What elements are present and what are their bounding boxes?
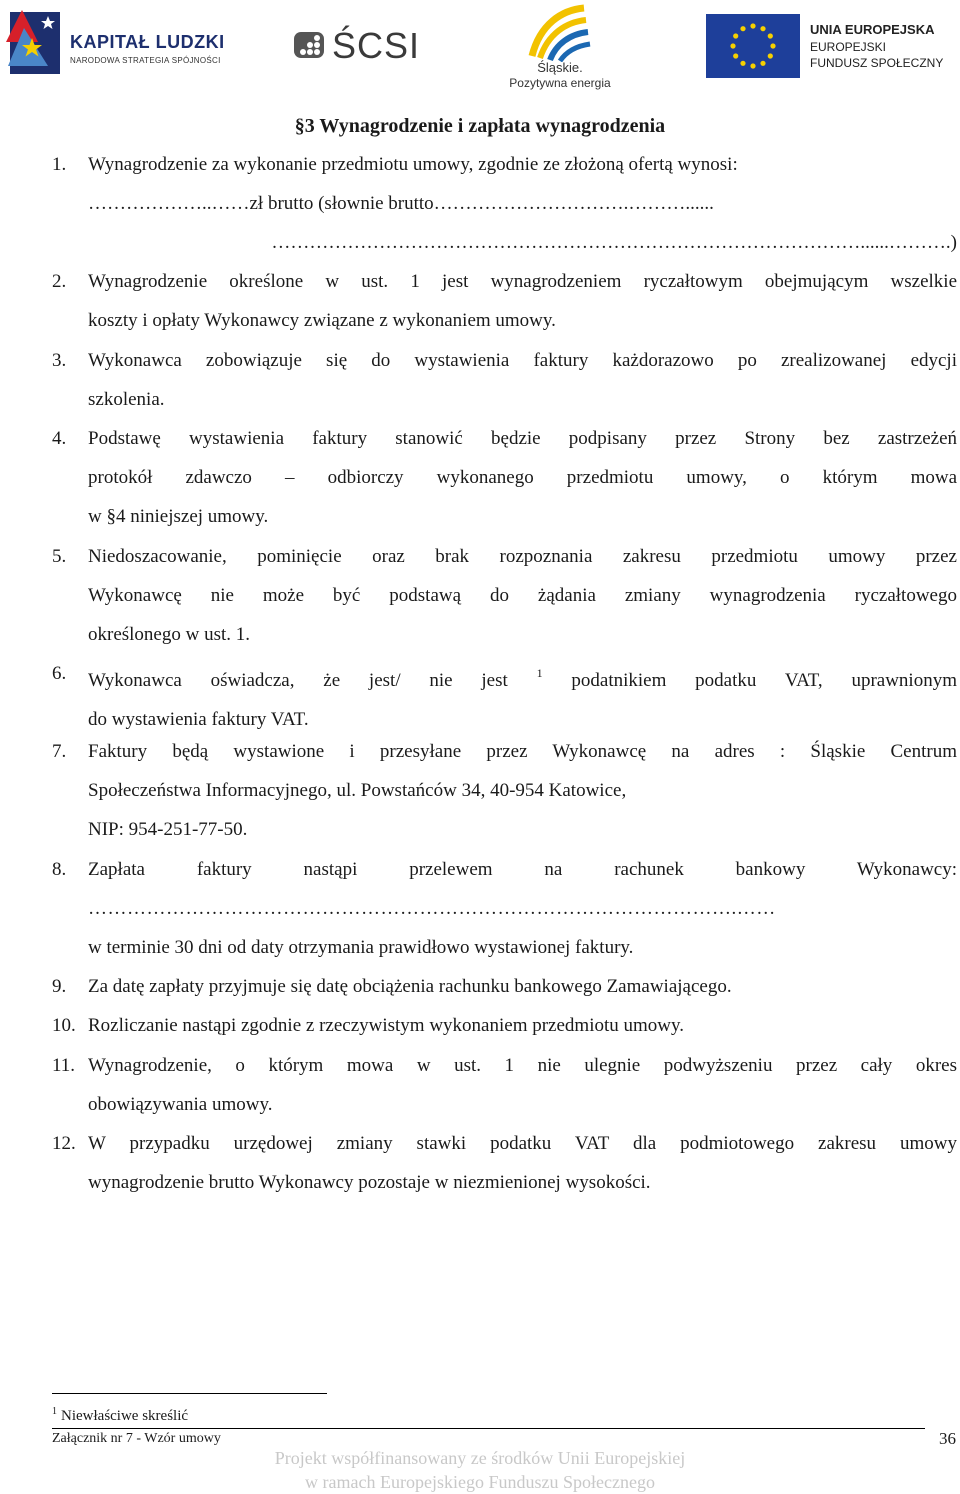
item-number: 8. [52, 859, 67, 880]
item-line: do wystawienia faktury VAT. [88, 709, 309, 730]
item-number: 5. [52, 546, 67, 567]
item-line: NIP: 954-251-77-50. [88, 819, 248, 840]
kapital-ludzki-title: KAPITAŁ LUDZKI [70, 32, 225, 52]
item-number: 6. [52, 663, 67, 684]
section-title: §3 Wynagrodzenie i zapłata wynagrodzenia [294, 115, 666, 137]
footer-attachment-label: Załącznik nr 7 - Wzór umowy [52, 1431, 221, 1446]
footer-line-2: w ramach Europejskiego Funduszu Społecznego [305, 1472, 655, 1492]
item-line: protokół zdawczo – odbiorczy wykonanego przedmiotu umowy, o którym mowa [88, 467, 957, 488]
item-number: 1. [52, 154, 67, 175]
item-line: W przypadku urzędowej zmiany stawki podatku VAT dla podmiotowego zakresu umowy [88, 1133, 957, 1154]
eu-flag-icon [706, 14, 800, 78]
account-placeholder-line: ……………………………………………………………………………………….…… [88, 898, 776, 919]
kapital-ludzki-logo [4, 8, 239, 78]
item-text [88, 419, 957, 536]
item-text [88, 654, 957, 739]
item-number: 2. [52, 271, 67, 292]
kapital-ludzki-subtitle: NARODOWA STRATEGIA SPÓJNOŚCI [70, 56, 221, 65]
item-line: Rozliczanie nastąpi zgodnie z rzeczywistym wykonaniem przedmiotu umowy. [88, 1015, 685, 1036]
kapital-ludzki-emblem-icon [4, 8, 64, 76]
item-line: Faktury będą wystawione i przesyłane przez Wykonawcę na adres : Śląskie Centrum [88, 741, 957, 762]
item-number: 11. [52, 1055, 76, 1076]
item-line: wynagrodzenie brutto Wykonawcy pozostaje w niezmienionej wysokości. [88, 1172, 651, 1193]
item-line: Wynagrodzenie za wykonanie przedmiotu umowy, zgodnie ze złożoną ofertą wynosi: [88, 154, 738, 175]
item-line [88, 654, 957, 700]
eu-line-1: UNIA EUROPEJSKA [810, 22, 935, 37]
footer-separator [52, 1428, 925, 1429]
item-text [88, 850, 957, 967]
scsi-logo [292, 24, 427, 68]
item-number: 4. [52, 428, 67, 449]
item-line: w terminie 30 dni od daty otrzymania prawidłowo wystawionej faktury. [88, 937, 634, 958]
scsi-dots-icon [292, 28, 328, 64]
footnote-text: Niewłaściwe skreślić [61, 1408, 189, 1424]
item-line: Wynagrodzenie określone w ust. 1 jest wynagrodzeniem ryczałtowym obejmującym wszelkie [88, 271, 957, 292]
item-text [88, 1124, 957, 1202]
vat-statement-a: Wykonawca oświadcza, że jest/ nie jest [88, 670, 508, 691]
item-number: 9. [52, 976, 67, 997]
vat-statement-b: podatnikiem podatku VAT, uprawnionym [571, 670, 957, 691]
slaskie-title: Śląskie. [537, 60, 583, 75]
item-number: 10. [52, 1015, 76, 1036]
item-line: Wykonawcę nie może być podstawą do żądania zmiany wynagrodzenia ryczałtowego [88, 585, 957, 606]
item-text [88, 732, 957, 849]
slaskie-emblem-icon [522, 4, 592, 62]
amount-placeholder-line: ………………..……zł brutto (słownie brutto………………………….………...... [88, 193, 714, 214]
footer-line-1: Projekt współfinansowany ze środków Unii Europejskiej [274, 1448, 686, 1468]
item-text [88, 262, 957, 340]
item-line: określonego w ust. 1. [88, 624, 251, 645]
item-line: Społeczeństwa Informacyjnego, ul. Powstańców 34, 40-954 Katowice, [88, 780, 627, 801]
slaskie-logo [500, 4, 620, 92]
slaskie-subtitle: Pozytywna energia [509, 76, 611, 90]
eu-logo [706, 14, 946, 80]
item-line: Za datę zapłaty przyjmuje się datę obciążenia rachunku bankowego Zamawiającego. [88, 976, 732, 997]
footer-cofinancing [0, 1446, 960, 1494]
item-line: szkolenia. [88, 389, 165, 410]
eu-line-2: EUROPEJSKI [810, 40, 887, 54]
eu-line-3: FUNDUSZ SPOŁECZNY [810, 56, 944, 70]
item-text [88, 1046, 957, 1124]
scsi-text: ŚCSI [332, 25, 421, 66]
item-line: w §4 niniejszej umowy. [88, 506, 269, 527]
item-line: Niedoszacowanie, pominięcie oraz brak rozpoznania zakresu przedmiotu umowy przez [88, 546, 957, 567]
item-text [88, 1006, 957, 1045]
item-line: Zapłata faktury nastąpi przelewem na rachunek bankowy Wykonawcy: [88, 859, 957, 880]
item-line: obowiązywania umowy. [88, 1094, 273, 1115]
item-text [88, 967, 957, 1006]
amount-words-placeholder-line: …………………………………………………………………………………......……….) [271, 232, 957, 253]
header-logos [0, 0, 960, 96]
item-number: 7. [52, 741, 67, 762]
item-text [88, 145, 957, 262]
page-number: 36 [939, 1429, 956, 1448]
item-text [88, 537, 957, 654]
footnote [52, 1406, 188, 1425]
item-number: 12. [52, 1133, 76, 1154]
item-number: 3. [52, 350, 67, 371]
item-line: Wynagrodzenie, o którym mowa w ust. 1 nie ulegnie podwyższeniu przez cały okres [88, 1055, 957, 1076]
footnote-separator [52, 1393, 327, 1394]
footnote-ref: 1 [536, 666, 543, 680]
item-line: koszty i opłaty Wykonawcy związane z wykonaniem umowy. [88, 310, 556, 331]
footnote-mark: 1 [52, 1406, 57, 1417]
item-line: Wykonawca zobowiązuje się do wystawienia faktury każdorazowo po zrealizowanej edycji [88, 350, 957, 371]
item-line: Podstawę wystawienia faktury stanowić będzie podpisany przez Strony bez zastrzeżeń [88, 428, 957, 449]
item-text [88, 341, 957, 419]
